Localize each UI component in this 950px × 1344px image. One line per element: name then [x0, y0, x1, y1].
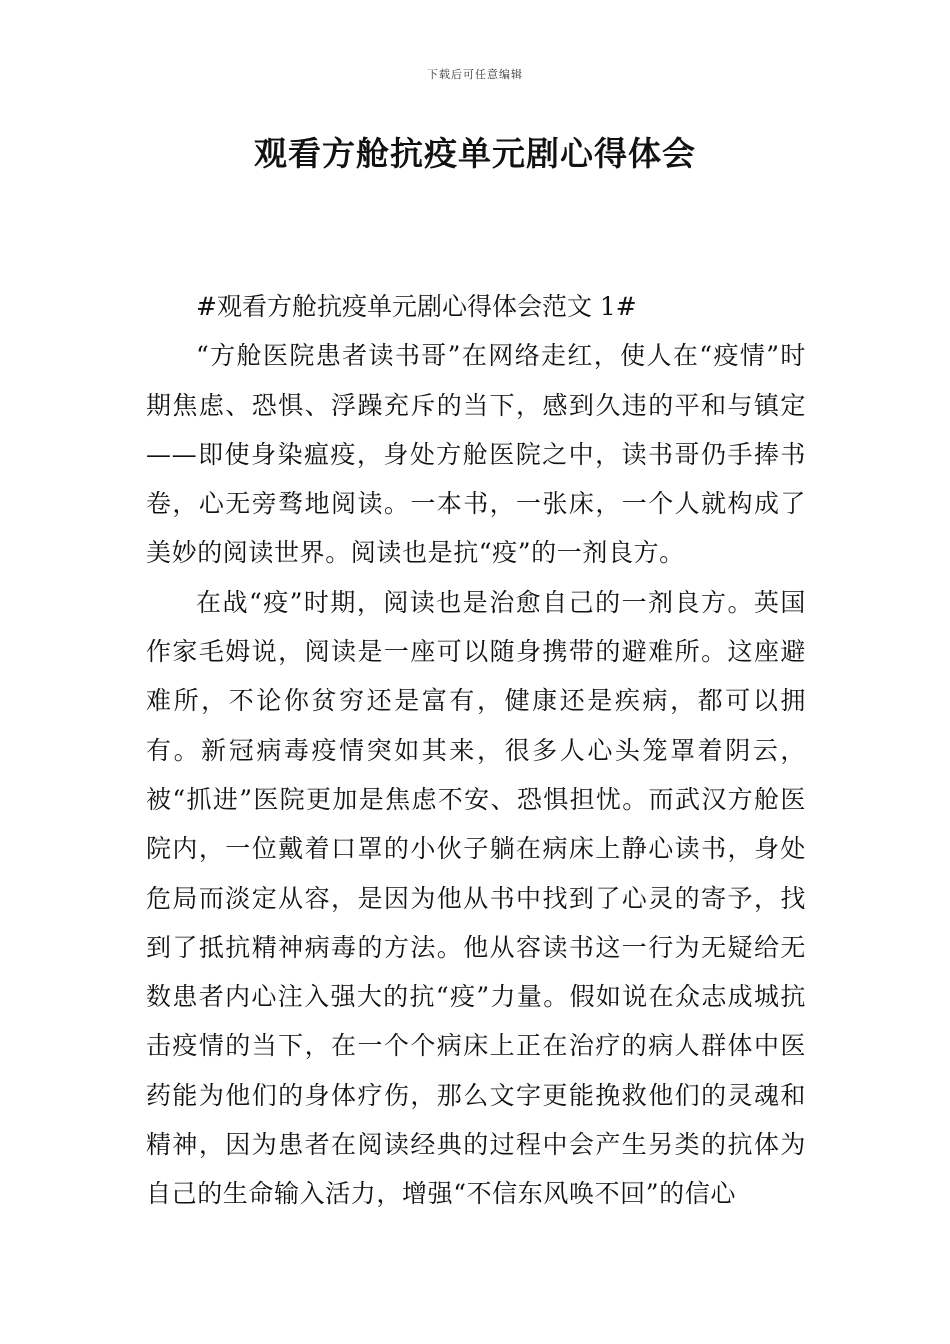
document-body	[146, 282, 806, 1219]
document-title: 观看方舱抗疫单元剧心得体会	[254, 134, 696, 173]
header-note: 下载后可任意编辑	[427, 68, 523, 81]
paragraph-1: “方舱医院患者读书哥”在网络走红，使人在“疫情”时期焦虑、恐惧、浮躁充斥的当下，感到久违的平和与镇定——即使身染瘟疫，身处方舱医院之中，读书哥仍手捧书卷，心无旁骛地阅读。一本书，一张床，一个人就构成了美妙的阅读世界。阅读也是抗“疫”的一剂良方。	[146, 341, 806, 568]
section-subheading: #观看方舱抗疫单元剧心得体会范文 1#	[196, 292, 637, 321]
paragraph-2: 在战“疫”时期，阅读也是治愈自己的一剂良方。英国作家毛姆说，阅读是一座可以随身携带的避难所。这座避难所，不论你贫穷还是富有，健康还是疾病，都可以拥有。新冠病毒疫情突如其来，很多人心头笼罩着阴云，被“抓进”医院更加是焦虑不安、恐惧担忧。而武汉方舱医院内，一位戴着口罩的小伙子躺在病床上静心读书，身处危局而淡定从容，是因为他从书中找到了心灵的寄予，找到了抵抗精神病毒的方法。他从容读书这一行为无疑给无数患者内心注入强大的抗“疫”力量。假如说在众志成城抗击疫情的当下，在一个个病床上正在治疗的病人群体中医药能为他们的身体疗伤，那么文字更能挽救他们的灵魂和精神，因为患者在阅读经典的过程中会产生另类的抗体为自己的生命输入活力，增强“不信东风唤不回”的信心	[146, 587, 806, 1209]
